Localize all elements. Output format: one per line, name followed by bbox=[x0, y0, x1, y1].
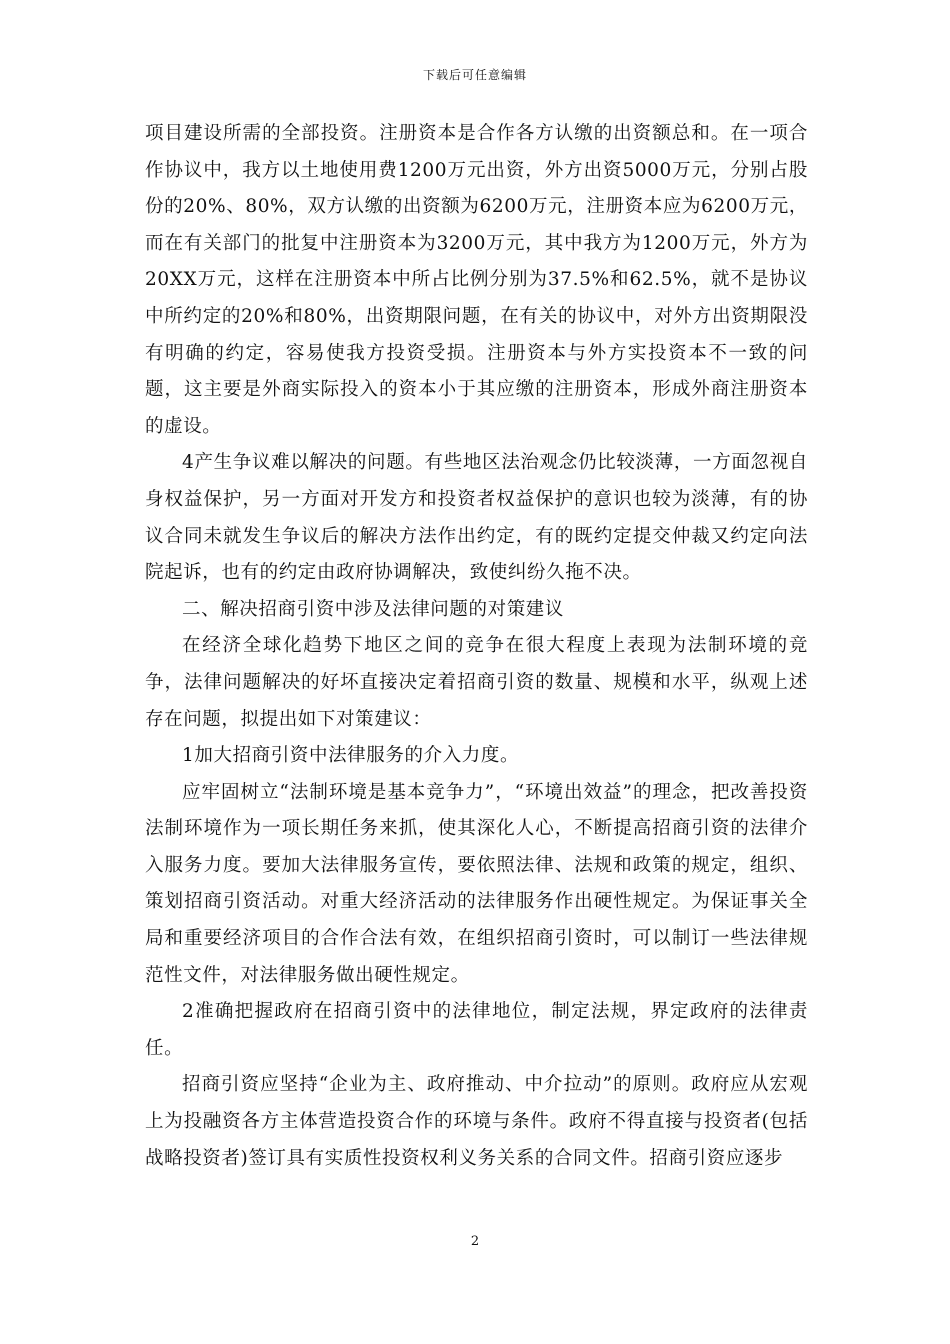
subheading: 2准确把握政府在招商引资中的法律地位，制定法规，界定政府的法律责任。 bbox=[145, 1001, 808, 1059]
document-body bbox=[145, 116, 808, 1177]
paragraph: 在经济全球化趋势下地区之间的竞争在很大程度上表现为法制环境的竞争，法律问题解决的好坏直接决定着招商引资的数量、规模和水平，纵观上述存在问题，拟提出如下对策建议： bbox=[145, 635, 808, 730]
section-heading: 二、解决招商引资中涉及法律问题的对策建议 bbox=[182, 598, 565, 620]
paragraph: 招商引资应坚持“企业为主、政府推动、中介拉动”的原则。政府应从宏观上为投融资各方主体营造投资合作的环境与条件。政府不得直接与投资者(包括战略投资者)签订具有实质性投资权利义务关系的合同文件。招商引资应逐步 bbox=[145, 1074, 808, 1169]
subheading: 1加大招商引资中法律服务的介入力度。 bbox=[182, 745, 520, 767]
paragraph: 项目建设所需的全部投资。注册资本是合作各方认缴的出资额总和。在一项合作协议中，我方以土地使用费1200万元出资，外方出资5000万元，分别占股份的20%、80%，双方认缴的出资额为6200万元，注册资本应为6200万元，而在有关部门的批复中注册资本为3200万元，其中我方为1200万元，外方为20XX万元，这样在注册资本中所占比例分别为37.5%和62.5%，就不是协议中所约定的20%和80%，出资期限问题，在有关的协议中，对外方出资期限没有明确的约定，容易使我方投资受损。注册资本与外方实投资本不一致的问题，这主要是外商实际投入的资本小于其应缴的注册资本，形成外商注册资本的虚设。 bbox=[145, 123, 808, 437]
paragraph: 4产生争议难以解决的问题。有些地区法治观念仍比较淡薄，一方面忽视自身权益保护，另一方面对开发方和投资者权益保护的意识也较为淡薄，有的协议合同未就发生争议后的解决方法作出约定，有的既约定提交仲裁又约定向法院起诉，也有的约定由政府协调解决，致使纠纷久拖不决。 bbox=[145, 452, 808, 584]
page-number: 2 bbox=[470, 1234, 480, 1249]
page-header: 下载后可任意编辑 bbox=[422, 68, 527, 82]
paragraph: 应牢固树立“法制环境是基本竞争力”，“环境出效益”的理念，把改善投资法制环境作为一项长期任务来抓，使其深化人心，不断提高招商引资的法律介入服务力度。要加大法律服务宣传，要依照法律、法规和政策的规定，组织、策划招商引资活动。对重大经济活动的法律服务作出硬性规定。为保证事关全局和重要经济项目的合作合法有效，在组织招商引资时，可以制订一些法律规范性文件，对法律服务做出硬性规定。 bbox=[145, 781, 808, 986]
